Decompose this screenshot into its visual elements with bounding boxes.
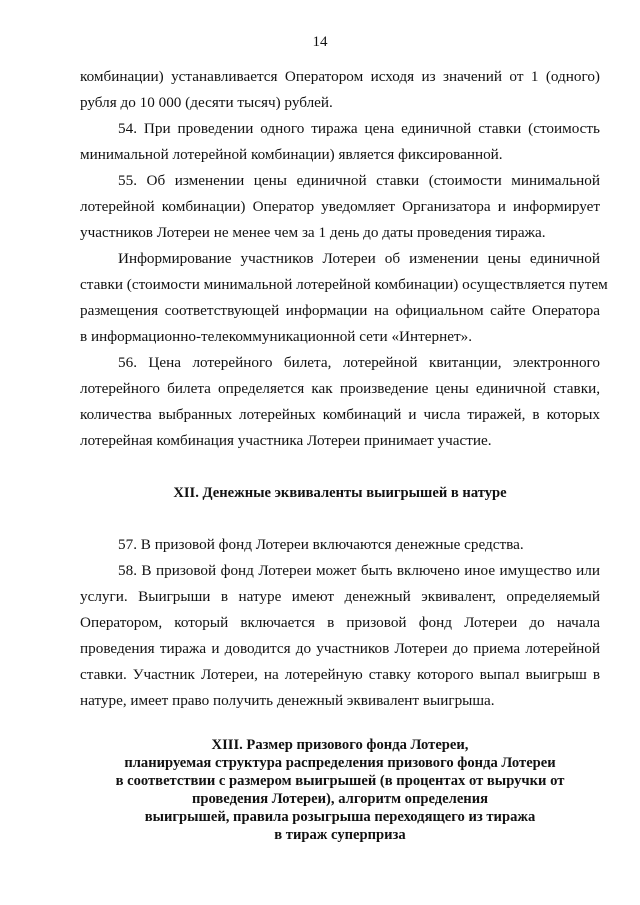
text-line: 58. В призовой фонд Лотереи может быть включено иное имущество или xyxy=(118,562,600,579)
text-line: 54. При проведении одного тиража цена единичной ставки (стоимость xyxy=(118,120,600,137)
text-line: ставки (стоимости минимальной лотерейной комбинации) осуществляется путем xyxy=(80,276,608,293)
heading-line: выигрышей, правила розыгрыша переходящего из тиража xyxy=(144,809,536,825)
text-line: 55. Об изменении цены единичной ставки (стоимости минимальной xyxy=(118,172,600,189)
section-13-heading xyxy=(80,736,600,844)
paragraph-continuation xyxy=(80,64,600,116)
page-number: 14 xyxy=(312,34,328,50)
heading-line: в соответствии с размером выигрышей (в процентах от выручки от xyxy=(115,773,565,789)
heading-line: в тираж суперприза xyxy=(274,827,406,843)
text-line: количества выбранных лотерейных комбинаций и числа тиражей, в которых xyxy=(80,406,600,423)
heading-line: планируемая структура распределения призового фонда Лотереи xyxy=(124,755,556,771)
text-line: натуре, имеет право получить денежный эквивалент выигрыша. xyxy=(80,692,495,709)
text-line: 56. Цена лотерейного билета, лотерейной квитанции, электронного xyxy=(118,354,600,371)
paragraph-54 xyxy=(80,116,600,168)
text-line: размещения соответствующей информации на официальном сайте Оператора xyxy=(80,302,600,319)
heading-line: проведения Лотереи), алгоритм определения xyxy=(191,791,489,807)
paragraph-55-informing xyxy=(80,246,608,350)
text-line: лотерейная комбинация участника Лотереи принимает участие. xyxy=(80,432,492,449)
heading-line: XIII. Размер призового фонда Лотереи, xyxy=(211,737,469,753)
text-line: в информационно-телекоммуникационной сети «Интернет». xyxy=(80,328,473,345)
paragraph-57 xyxy=(80,532,600,558)
document-body xyxy=(80,64,608,844)
paragraph-55 xyxy=(80,168,600,246)
section-12-heading: XII. Денежные эквиваленты выигрышей в натуре xyxy=(173,485,507,501)
paragraph-58 xyxy=(80,558,600,714)
text-line: рубля до 10 000 (десяти тысяч) рублей. xyxy=(80,94,333,111)
text-line: проведения тиража и доводится до участников Лотереи до приема лотерейной xyxy=(80,640,600,657)
text-line: участников Лотереи не менее чем за 1 день до даты проведения тиража. xyxy=(80,224,546,241)
text-line: минимальной лотерейной комбинации) является фиксированной. xyxy=(80,146,503,163)
text-line: лотерейного билета определяется как произведение цены единичной ставки, xyxy=(80,380,600,397)
paragraph-56 xyxy=(80,350,600,454)
text-line: лотерейной комбинации) Оператор уведомляет Организатора и информирует xyxy=(80,198,600,215)
text-line: Оператором, который включается в призовой фонд Лотереи до начала xyxy=(80,614,600,631)
text-line: комбинации) устанавливается Оператором исходя из значений от 1 (одного) xyxy=(80,68,600,85)
text-line: услуги. Выигрыши в натуре имеют денежный эквивалент, определяемый xyxy=(80,588,600,605)
text-line: 57. В призовой фонд Лотереи включаются денежные средства. xyxy=(118,536,524,553)
text-line: Информирование участников Лотереи об изменении цены единичной xyxy=(118,250,600,267)
text-line: ставки. Участник Лотереи, на лотерейную ставку которого выпал выигрыш в xyxy=(80,666,600,683)
